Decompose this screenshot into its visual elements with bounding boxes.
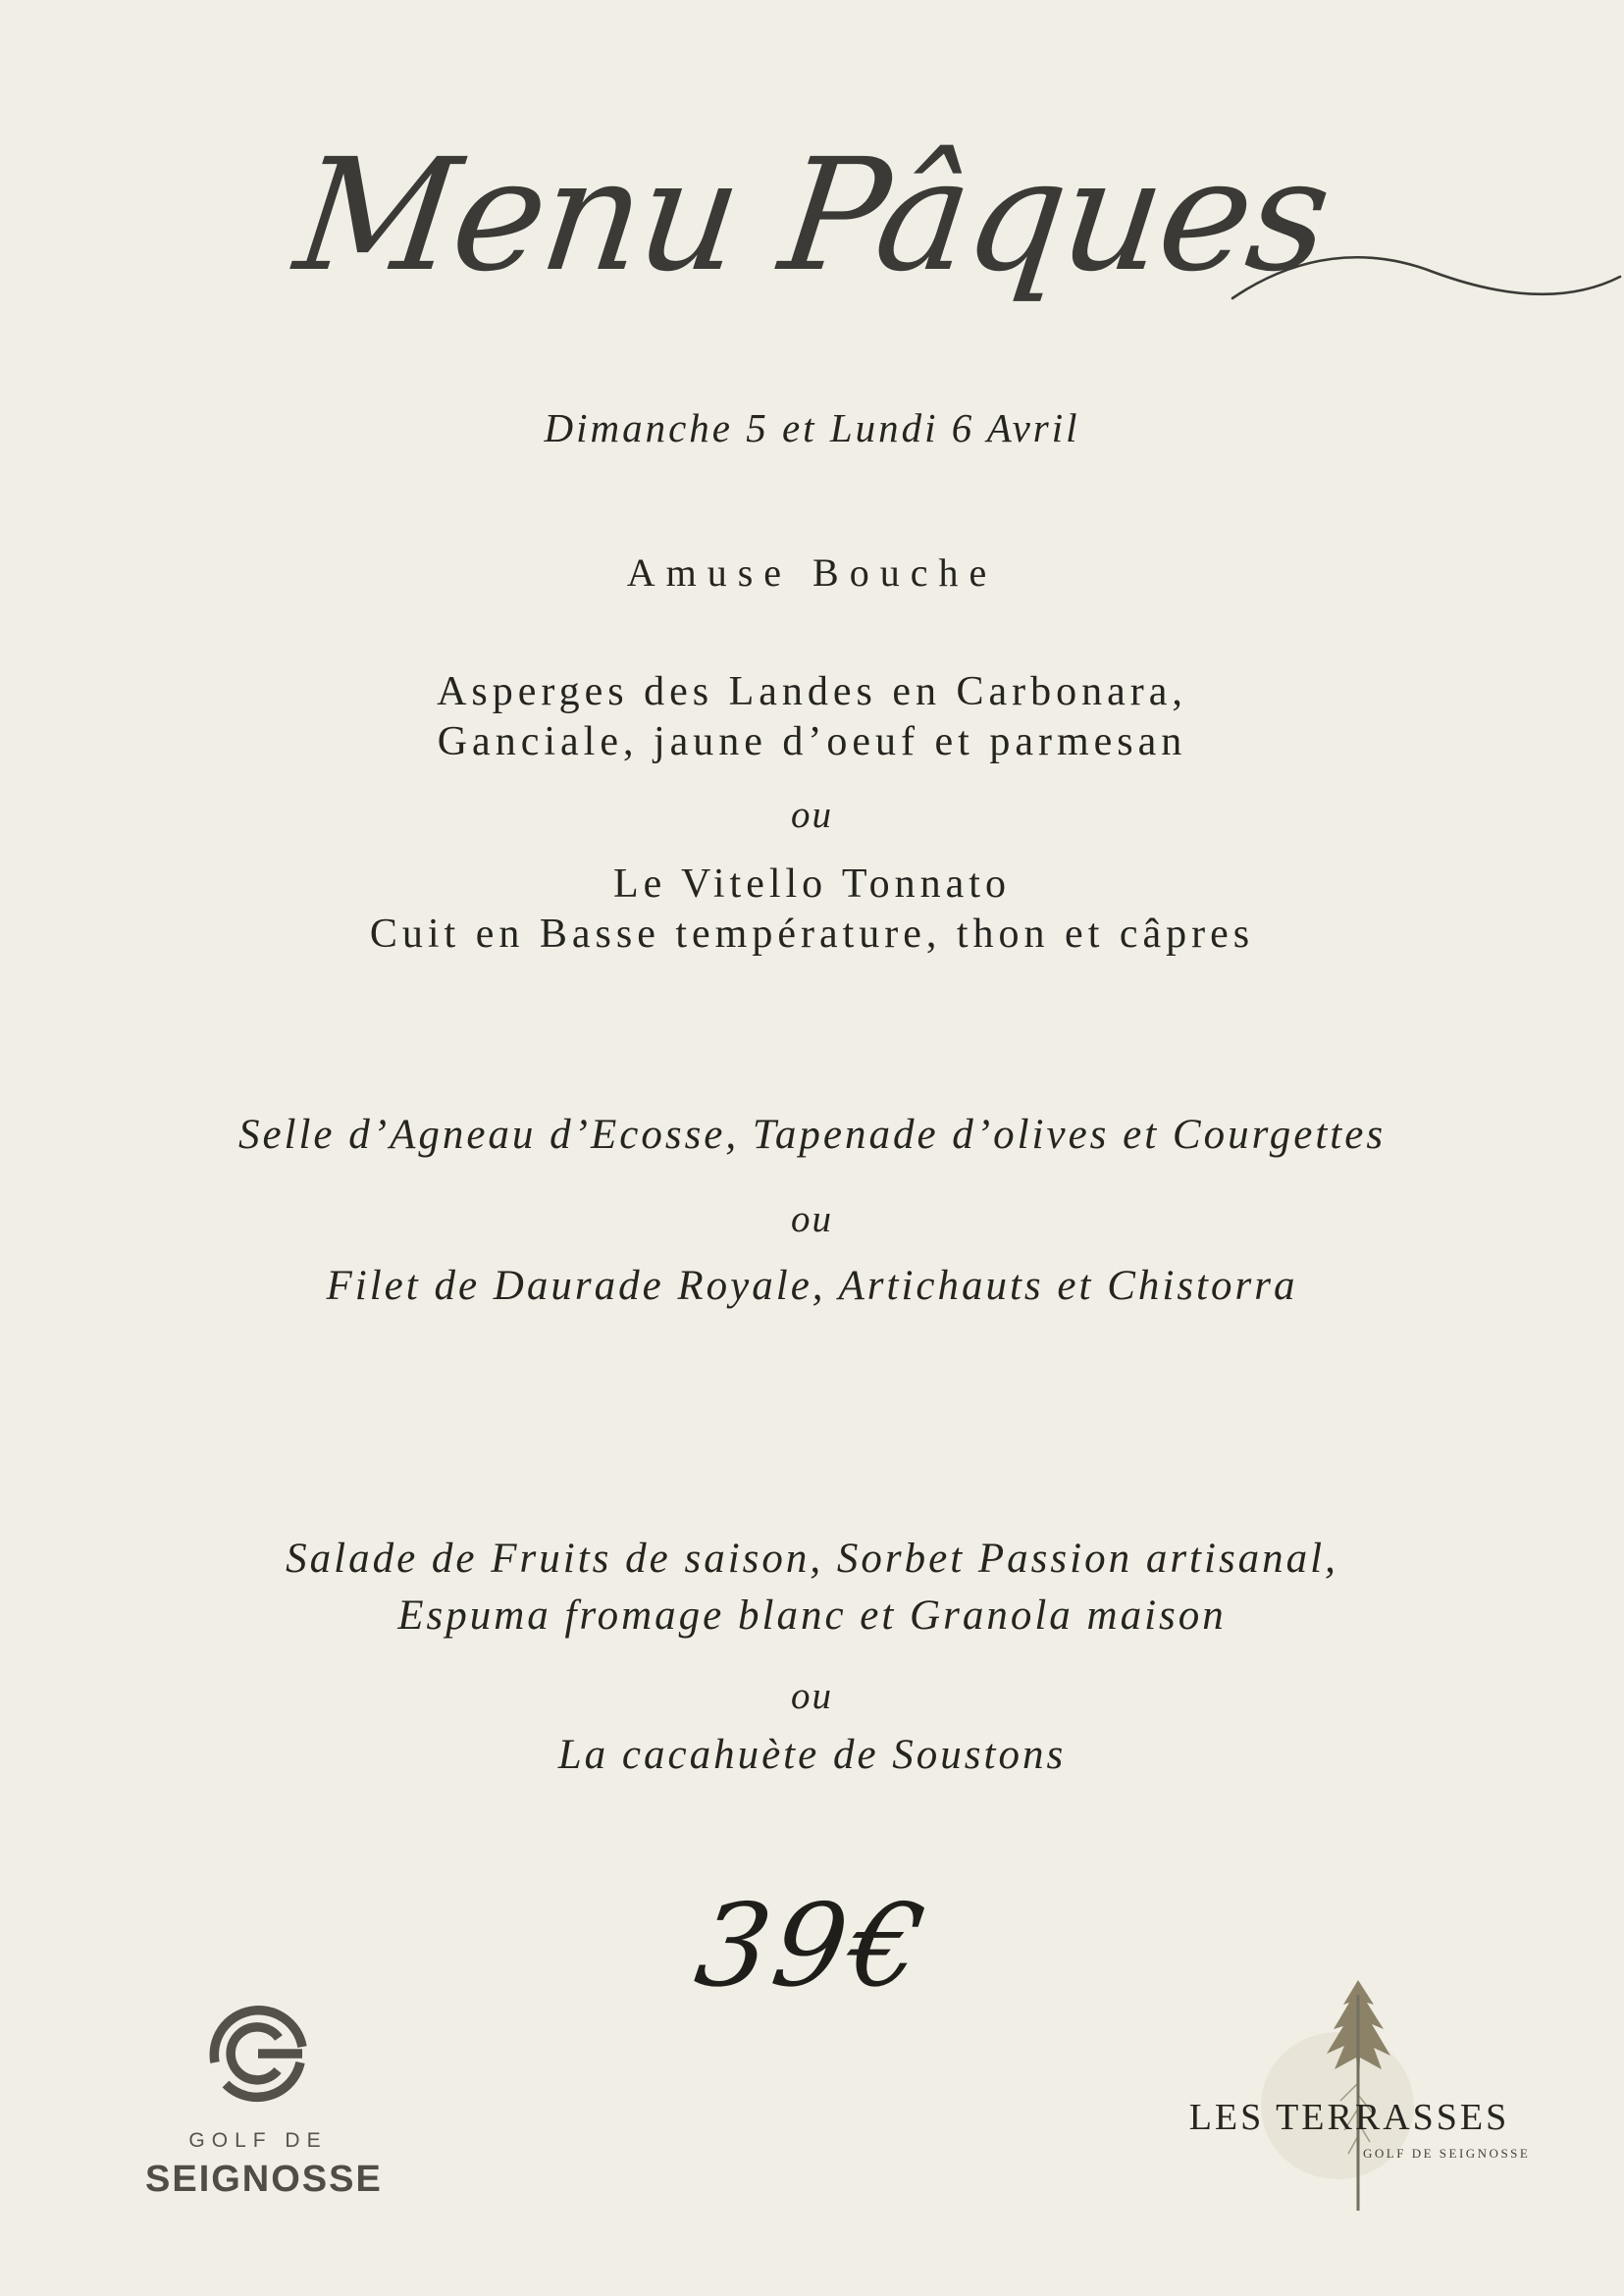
or-separator: ou bbox=[791, 1675, 833, 1717]
main-course-option-2: Filet de Daurade Royale, Artichauts et Chistorra bbox=[326, 1263, 1298, 1309]
dish-line: Le Vitello Tonnato bbox=[613, 861, 1011, 907]
dish-line: Cuit en Basse température, thon et câpres bbox=[369, 912, 1255, 957]
les-terrasses-label: LES TERRASSES bbox=[1188, 2097, 1510, 2138]
les-terrasses-subtitle: GOLF DE SEIGNOSSE bbox=[1363, 2146, 1531, 2161]
dish-line: Salade de Fruits de saison, Sorbet Passion artisanal, bbox=[286, 1536, 1338, 1582]
dessert-option-1 bbox=[0, 1531, 1624, 1644]
golf-de-label: GOLF DE bbox=[188, 2129, 328, 2152]
seignosse-label: SEIGNOSSE bbox=[145, 2159, 383, 2200]
or-separator: ou bbox=[791, 794, 833, 836]
dish-line: Asperges des Landes en Carbonara, bbox=[437, 669, 1187, 714]
gs-monogram-icon bbox=[200, 1998, 316, 2113]
menu-title: Menu Pâques bbox=[287, 126, 1337, 306]
dessert-option-2: La cacahuète de Soustons bbox=[557, 1732, 1067, 1778]
or-separator: ou bbox=[791, 1198, 833, 1240]
dish-line: Espuma fromage blanc et Granola maison bbox=[397, 1592, 1227, 1639]
golf-de-seignosse-logo bbox=[145, 1998, 383, 2201]
dish-line: Ganciale, jaune d’oeuf et parmesan bbox=[437, 719, 1187, 764]
main-course-option-1: Selle d’Agneau d’Ecosse, Tapenade d’olives et Courgettes bbox=[237, 1112, 1387, 1158]
starter-option-1 bbox=[0, 667, 1624, 767]
starter-option-2 bbox=[0, 860, 1624, 960]
menu-price: 39€ bbox=[688, 1880, 936, 2012]
les-terrasses-logo bbox=[1168, 1957, 1619, 2291]
title-flourish-swash-icon bbox=[1229, 241, 1624, 322]
menu-date: Dimanche 5 et Lundi 6 Avril bbox=[544, 405, 1080, 450]
amuse-bouche-heading: Amuse Bouche bbox=[626, 550, 998, 595]
